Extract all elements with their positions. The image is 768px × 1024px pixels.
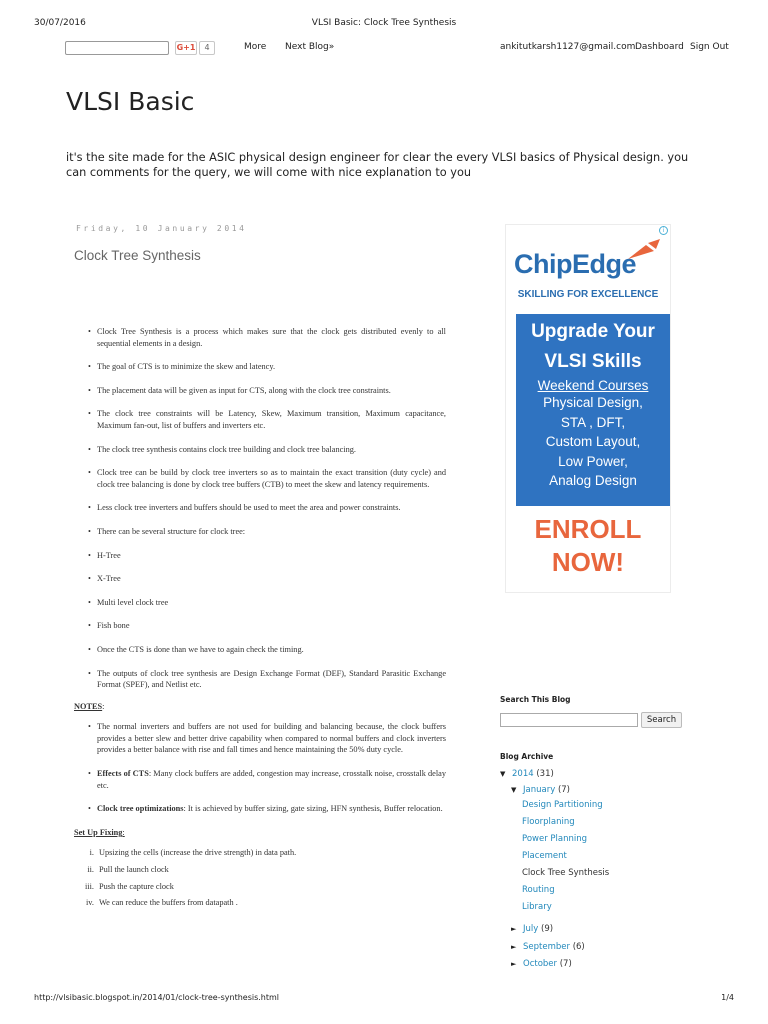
post-bullet: • The clock tree constraints will be Latency, Skew, Maximum transition, Maximum capacitance, Maximum fan-out, list of buffers and inverters etc. [88,409,446,430]
archive-month-october[interactable]: ► October (7) [511,959,572,969]
post-bullet: • The clock tree synthesis contains clock tree building and clock tree balancing. [88,444,356,454]
archive-month-january[interactable]: ▼ January (7) [511,785,570,795]
post-bullet: • Clock Tree Synthesis is a process which makes sure that the clock gets distributed evenly to all sequential elements in a design. [88,327,446,348]
post-date: Friday, 10 January 2014 [76,224,247,233]
archive-year-2014[interactable]: ▼ 2014 (31) [500,769,554,779]
ad-enroll-now[interactable]: ENROLL NOW! [534,514,642,577]
ad-promo-panel [516,314,670,506]
print-page-title: VLSI Basic: Clock Tree Synthesis [311,18,457,28]
ad-info-icon[interactable]: i [659,226,668,235]
print-footer [34,993,734,1002]
user-email: ankitutkarsh1127@gmail.com [500,42,636,52]
post-bullet: • Clock tree can be build by clock tree inverters so as to maintain the exact transition (duty cycle) and clock tree balancing is done by clock tree buffers (CTB) to meet the skew and latency requirements. [88,468,446,489]
sign-out-link[interactable]: Sign Out [690,42,729,52]
post-bullet: • Multi level clock tree [88,597,169,607]
setup-step: iii. Push the capture clock [85,881,174,891]
archive-post-link[interactable]: Placement [522,851,567,861]
post-bullet: • The placement data will be given as input for CTS, along with the clock tree constraints. [88,385,391,395]
blog-search-button[interactable]: Search [641,712,682,728]
print-page-number: 1/4 [721,993,734,1002]
ad-course-item: Physical Design, [543,395,643,410]
blog-description: it's the site made for the ASIC physical design engineer for clear the every VLSI basics of Physical design. you can comments for the query, we will come with nice explanation to you [66,151,689,179]
ad-weekend-courses: Weekend Courses [537,378,649,393]
archive-post-link[interactable]: Floorplaning [522,817,575,827]
archive-post-link[interactable]: Power Planning [522,834,588,844]
post-bullet: • Fish bone [88,621,130,631]
archive-widget-title: Blog Archive [500,752,554,761]
notes-list [74,721,446,815]
chipedge-advertisement[interactable] [505,224,671,593]
archive-post-link[interactable]: Routing [522,885,555,895]
triangle-down-icon[interactable]: ▼ [500,770,506,778]
ad-course-item: Analog Design [549,473,637,488]
setup-fixing-heading: Set Up Fixing: [74,827,125,837]
print-date: 30/07/2016 [34,18,86,28]
post-bullet: • There can be several structure for clock tree: [88,526,246,536]
triangle-down-icon[interactable]: ▼ [511,786,517,794]
note-item: • Clock tree optimizations: It is achieved by buffer sizing, gate sizing, HFN synthesis, Buffer relocation. [88,804,443,814]
ad-logo-text: ChipEdge [514,249,636,279]
navbar-search-input[interactable] [65,41,169,55]
note-item: • The normal inverters and buffers are not used for building and balancing because, the clock buffers provides a better slew and better drive capability when compared to normal buffers and clock inverters provides a better balance with rise and fall times and hence maintaining the 50% duty cycle. [88,722,446,755]
ad-tagline: SKILLING FOR EXCELLENCE [517,289,659,300]
ad-course-item: STA , DFT, [560,414,626,430]
post-bullet: • H-Tree [88,550,121,560]
google-plus-one-button[interactable]: G+1 [175,41,197,55]
blog-title[interactable]: VLSI Basic [66,87,195,116]
ad-headline-1: Upgrade Your [531,321,655,342]
post-bullet: • Less clock tree inverters and buffers should be used to meet the area and power constraints. [88,503,401,513]
archive-current-post: Clock Tree Synthesis [522,868,610,878]
setup-fixing-list [74,847,446,908]
more-link[interactable]: More [244,42,267,52]
search-widget-title: Search This Blog [500,695,571,704]
next-blog-link[interactable]: Next Blog» [285,42,335,52]
triangle-right-icon[interactable]: ► [511,960,517,968]
ad-headline-2: VLSI Skills [544,351,642,372]
post-title[interactable]: Clock Tree Synthesis [74,248,201,263]
print-header [34,18,734,30]
blog-search-input[interactable] [500,713,638,727]
post-body [74,326,446,914]
archive-post-link[interactable]: Design Partitioning [522,800,603,810]
ad-course-item: Low Power, [558,453,628,469]
archive-post-link[interactable]: Library [522,902,552,912]
blogger-navbar [0,38,768,58]
setup-step: ii. Pull the launch clock [87,865,169,875]
post-bullet: • The goal of CTS is to minimize the skew and latency. [88,362,276,372]
post-bullet: • The outputs of clock tree synthesis are Design Exchange Format (DEF), Standard Parasitic Exchange Format (SPEF), and Netlist etc. [88,668,446,690]
post-bullet: • Once the CTS is done than we have to again check the timing. [88,644,304,654]
ad-course-item: Custom Layout, [545,434,641,449]
post-bullets [74,326,446,691]
archive-month-july[interactable]: ► July (9) [511,924,554,934]
triangle-right-icon[interactable]: ► [511,943,517,951]
archive-month-september[interactable]: ► September (6) [511,942,585,952]
google-plus-count: 4 [199,41,215,55]
setup-step: i. Upsizing the cells (increase the drive strength) in data path. [89,848,297,858]
notes-heading: NOTES: [74,701,105,711]
dashboard-link[interactable]: Dashboard [635,42,684,52]
print-url: http://vlsibasic.blogspot.in/2014/01/clock-tree-synthesis.html [34,993,280,1002]
note-item: • Effects of CTS: Many clock buffers are added, congestion may increase, crosstalk noise, crosstalk delay etc. [88,769,446,790]
triangle-right-icon[interactable]: ► [511,925,517,933]
post-bullet: • X-Tree [88,574,121,584]
setup-step: iv. We can reduce the buffers from datapath . [86,898,238,908]
